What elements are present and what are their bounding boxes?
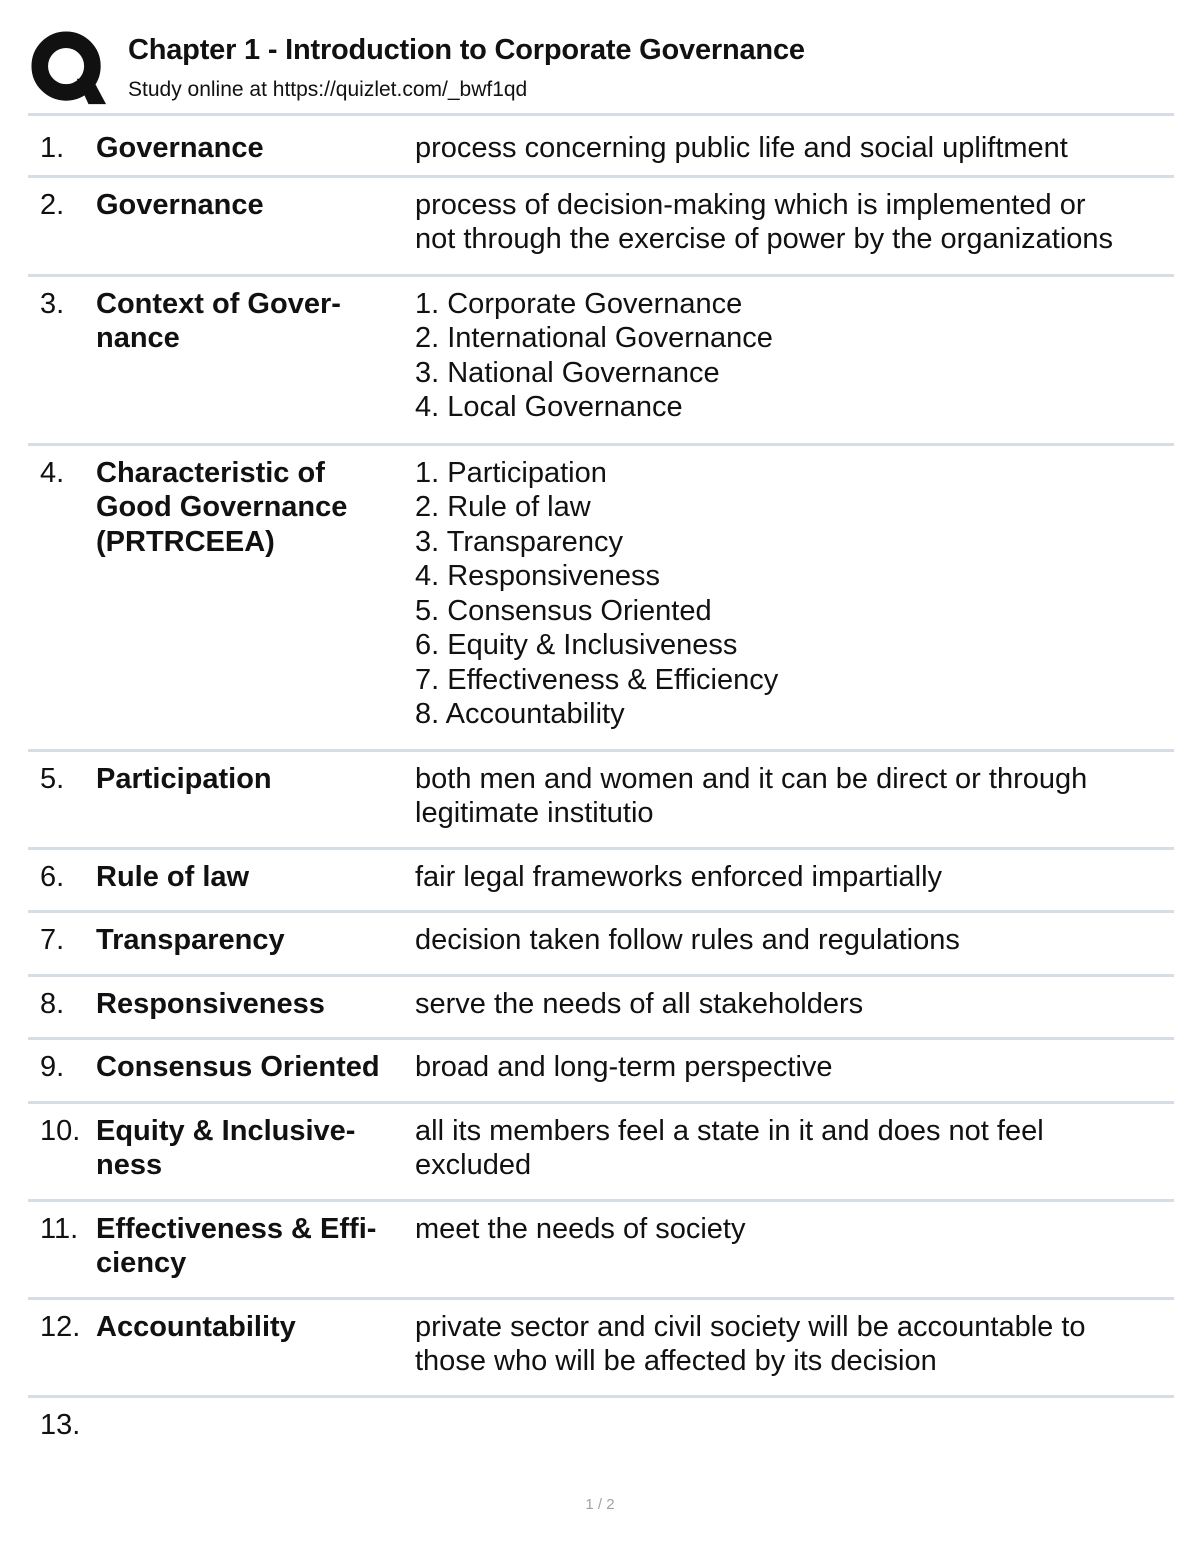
card-term-line: Responsiveness bbox=[96, 987, 325, 1020]
card-definition bbox=[415, 131, 1174, 166]
card-number: 5. bbox=[40, 762, 65, 795]
card-definition bbox=[415, 1114, 1174, 1183]
card-definition-line: meet the needs of society bbox=[415, 1212, 746, 1245]
card-term bbox=[96, 1212, 415, 1281]
document-header bbox=[28, 28, 1174, 112]
card-term bbox=[96, 860, 415, 895]
card-number: 6. bbox=[40, 860, 65, 893]
card-definition bbox=[415, 1310, 1174, 1379]
card-definition-line: 4. Responsiveness bbox=[415, 560, 661, 592]
card-definition bbox=[415, 762, 1174, 831]
card-definition bbox=[415, 287, 1174, 425]
card-number: 3. bbox=[40, 287, 65, 320]
card-number: 10. bbox=[40, 1114, 81, 1147]
card-term-line: Transparency bbox=[96, 924, 285, 956]
card-term bbox=[96, 1114, 415, 1183]
card-number: 8. bbox=[40, 987, 65, 1020]
card-number: 7. bbox=[40, 924, 65, 956]
card-term-line: (PRTRCEEA) bbox=[96, 525, 275, 558]
card-definition bbox=[415, 1212, 1174, 1281]
card-term bbox=[96, 1408, 415, 1443]
flashcard-list bbox=[28, 113, 1174, 1458]
card-definition-line: those who will be affected by its decision bbox=[415, 1345, 937, 1377]
card-number: 9. bbox=[40, 1051, 65, 1083]
card-term-line: Equity & Inclusive- bbox=[96, 1114, 356, 1147]
flashcard-row bbox=[28, 1037, 1174, 1101]
card-term bbox=[96, 923, 415, 958]
flashcard-row bbox=[28, 443, 1174, 749]
card-definition-line: excluded bbox=[415, 1149, 532, 1181]
card-term-line: nance bbox=[96, 322, 180, 354]
card-definition-line: process of decision-making which is implemented or bbox=[415, 188, 1086, 221]
card-definition-line: 6. Equity & Inclusiveness bbox=[415, 629, 738, 661]
card-term bbox=[96, 287, 415, 425]
flashcard-row bbox=[28, 974, 1174, 1038]
card-definition-line: both men and women and it can be direct or through bbox=[415, 762, 1088, 795]
card-definition-line: 4. Local Governance bbox=[415, 391, 683, 423]
card-definition-line: legitimate institutio bbox=[415, 797, 654, 829]
card-definition-line: 1. Participation bbox=[415, 456, 607, 489]
flashcard-row bbox=[28, 1199, 1174, 1297]
card-definition-line: 1. Corporate Governance bbox=[415, 287, 743, 320]
card-term-line: Rule of law bbox=[96, 860, 250, 893]
card-term bbox=[96, 762, 415, 831]
card-term-line: Characteristic of bbox=[96, 456, 325, 489]
card-term-line: ness bbox=[96, 1149, 163, 1181]
card-definition-line: private sector and civil society will be accountable to bbox=[415, 1310, 1086, 1343]
card-definition-line: decision taken follow rules and regulations bbox=[415, 924, 960, 956]
flashcard-row bbox=[28, 1101, 1174, 1199]
card-term bbox=[96, 987, 415, 1022]
card-term-line: Accountability bbox=[96, 1310, 296, 1343]
card-term-line: Context of Gover- bbox=[96, 287, 341, 320]
card-number: 4. bbox=[40, 456, 65, 489]
card-term-line: Consensus Oriented bbox=[96, 1051, 380, 1083]
flashcard-row bbox=[28, 847, 1174, 911]
card-definition bbox=[415, 188, 1174, 257]
card-definition-line: 7. Effectiveness & Efficiency bbox=[415, 663, 779, 696]
card-definition bbox=[415, 1408, 1174, 1443]
flashcard-row bbox=[28, 113, 1174, 175]
card-number: 11. bbox=[40, 1212, 79, 1245]
card-term bbox=[96, 1050, 415, 1085]
card-definition-line: 2. International Governance bbox=[415, 322, 773, 354]
flashcard-row bbox=[28, 910, 1174, 974]
card-definition bbox=[415, 1050, 1174, 1085]
flashcard-row bbox=[28, 274, 1174, 443]
flashcard-row bbox=[28, 1395, 1174, 1459]
card-definition bbox=[415, 456, 1174, 732]
document-title: Chapter 1 - Introduction to Corporate Governance bbox=[128, 34, 805, 66]
flashcard-row bbox=[28, 749, 1174, 847]
card-number: 12. bbox=[40, 1310, 81, 1343]
card-definition-line: 3. National Governance bbox=[415, 356, 720, 389]
card-term bbox=[96, 188, 415, 257]
card-term bbox=[96, 1310, 415, 1379]
card-term bbox=[96, 456, 415, 732]
flashcard-row bbox=[28, 175, 1174, 274]
card-definition-line: 5. Consensus Oriented bbox=[415, 594, 712, 627]
study-online-link[interactable]: Study online at https://quizlet.com/_bwf1qd bbox=[128, 78, 528, 101]
card-term-line: Participation bbox=[96, 762, 272, 795]
card-term-line: Effectiveness & Effi- bbox=[96, 1212, 377, 1245]
card-definition bbox=[415, 987, 1174, 1022]
card-term-line: Governance bbox=[96, 188, 264, 221]
card-definition bbox=[415, 923, 1174, 958]
card-definition-line: not through the exercise of power by the organizations bbox=[415, 223, 1114, 255]
card-term-line: Good Governance bbox=[96, 491, 348, 523]
card-definition bbox=[415, 860, 1174, 895]
card-definition-line: broad and long-term perspective bbox=[415, 1051, 833, 1083]
flashcard-row bbox=[28, 1297, 1174, 1395]
card-term bbox=[96, 131, 415, 166]
card-definition-line: serve the needs of all stakeholders bbox=[415, 987, 864, 1020]
card-term-line: Governance bbox=[96, 132, 264, 164]
card-definition-line: 2. Rule of law bbox=[415, 491, 591, 523]
card-definition-line: fair legal frameworks enforced impartially bbox=[415, 860, 943, 893]
card-definition-line: 8. Accountability bbox=[415, 698, 625, 730]
page-number: 1 / 2 bbox=[585, 1496, 615, 1513]
quizlet-logo-icon bbox=[30, 30, 108, 108]
card-definition-line: 3. Transparency bbox=[415, 525, 623, 558]
card-number: 2. bbox=[40, 188, 65, 221]
card-definition-line: process concerning public life and social upliftment bbox=[415, 132, 1068, 164]
card-definition-line: all its members feel a state in it and does not feel bbox=[415, 1114, 1044, 1147]
card-term-line: ciency bbox=[96, 1247, 187, 1279]
card-number: 1. bbox=[40, 132, 65, 164]
card-number: 13. bbox=[40, 1408, 81, 1441]
